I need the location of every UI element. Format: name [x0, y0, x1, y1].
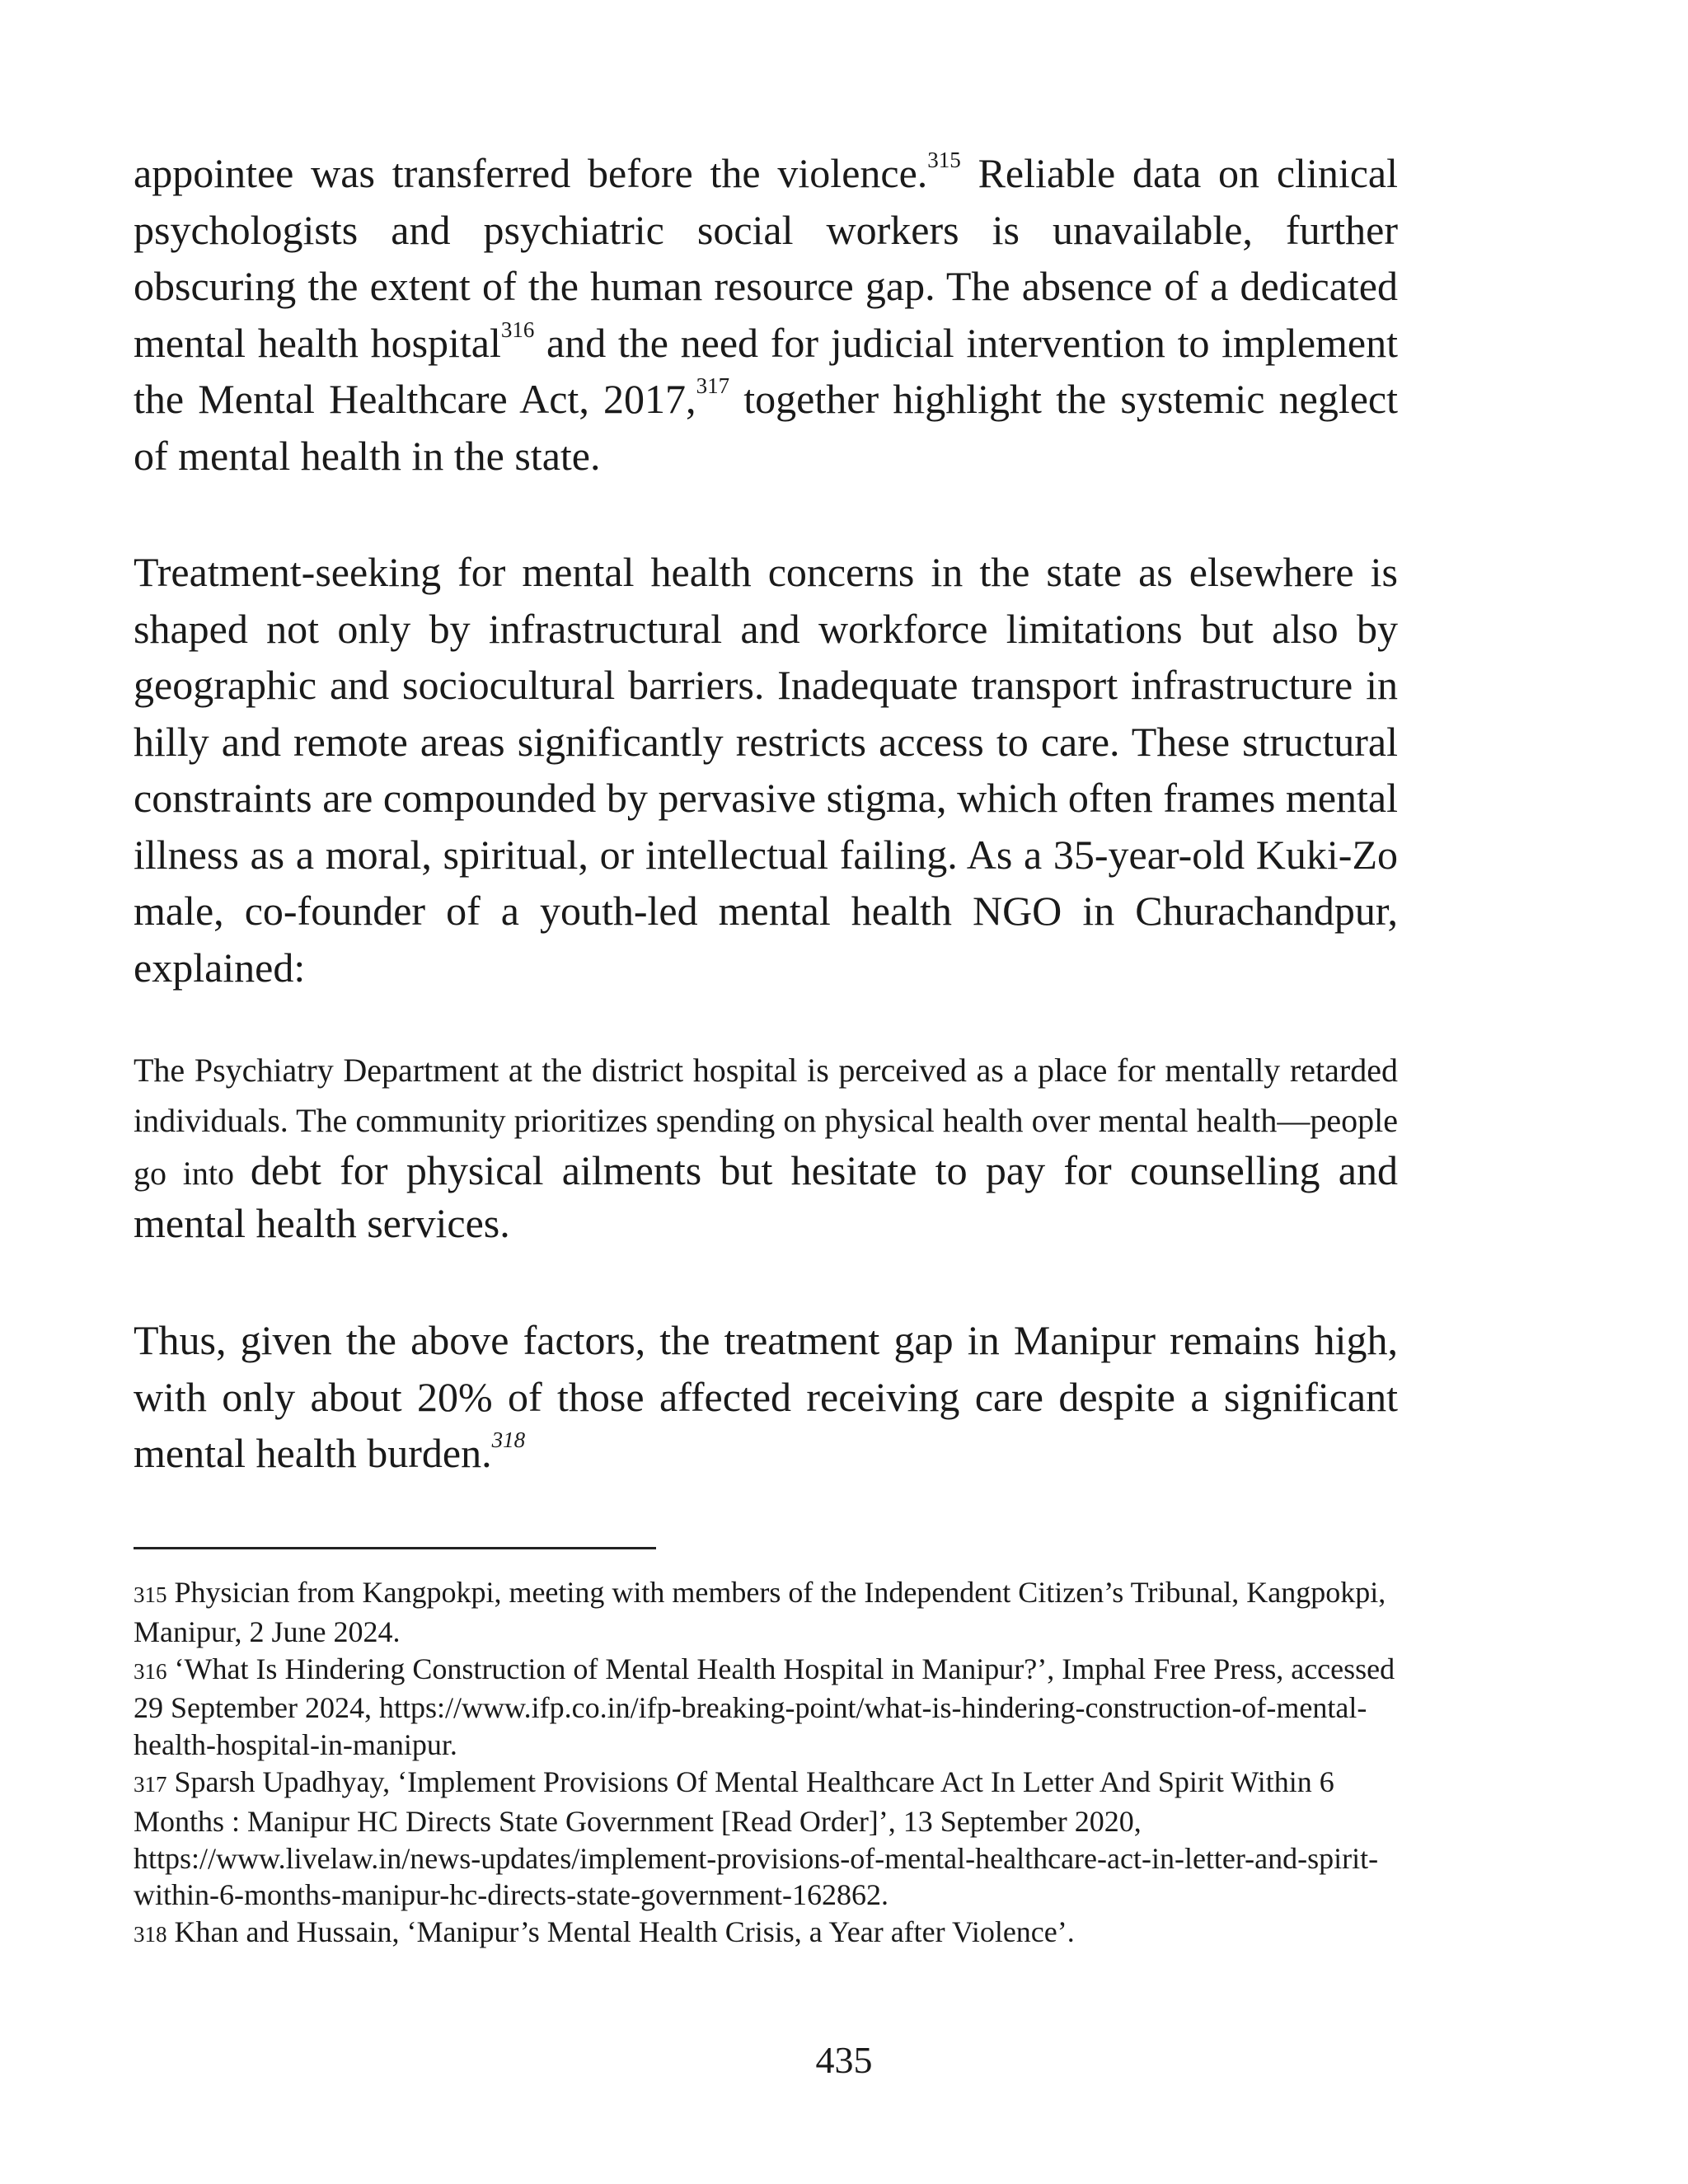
footnote-text: ‘What Is Hindering Construction of Mental Health Hospital in Manipur?’, Imphal Free Press, accessed 29 September 2024, https://www.ifp.co.in/ifp-breaking-point/what-is-hindering-construction-of-mental-health-hospital-in-manipur. — [134, 1652, 1395, 1762]
footnote-317 — [134, 1764, 1419, 1914]
footnote-number: 317 — [134, 1771, 167, 1797]
quote-text-continued: debt for physical ailments but hesitate to pay for counselling and mental health services. — [134, 1147, 1398, 1246]
footnote-reference[interactable]: 315 — [927, 148, 961, 172]
body-paragraph-3 — [134, 1312, 1398, 1482]
paragraph-text: and the need for judicial intervention to implement the Mental Healthcare Act, 2017, — [134, 319, 1398, 422]
paragraph-text: Thus, given the above factors, the treatment gap in Manipur remains high, with only about 20% of those affected receiving care despite a significant mental health burden. — [134, 1317, 1398, 1476]
footnote-318 — [134, 1914, 1419, 1953]
footnote-315 — [134, 1574, 1419, 1651]
footnote-text: Khan and Hussain, ‘Manipur’s Mental Health Crisis, a Year after Violence’. — [174, 1915, 1075, 1949]
paragraph-text: Reliable data on clinical psychologists and psychiatric social workers is unavailable, further obscuring the extent of the human resource gap. The absence of a dedicated mental health hospital — [134, 150, 1398, 366]
footnote-reference[interactable]: 318 — [491, 1427, 526, 1452]
footnote-text: Sparsh Upadhyay, ‘Implement Provisions Of Mental Healthcare Act In Letter And Spirit Within 6 Months : Manipur HC Directs State Government [Read Order]’, 13 September 2020, https://www.livelaw.in/news-updates/implement-provisions-of-mental-healthcare-act-in-letter-and-spirit-within-6-months-manipur-hc-directs-state-government-162862. — [134, 1765, 1379, 1912]
footnote-316 — [134, 1651, 1419, 1764]
footnote-number: 318 — [134, 1922, 167, 1947]
footnote-reference[interactable]: 317 — [696, 373, 730, 398]
paragraph-text: appointee was transferred before the violence. — [134, 150, 928, 196]
footnote-text: Physician from Kangpokpi, meeting with members of the Independent Citizen’s Tribunal, Kangpokpi, Manipur, 2 June 2024. — [134, 1576, 1386, 1648]
body-paragraph-2: Treatment-seeking for mental health concerns in the state as elsewhere is shaped not only by infrastructural and workforce limitations but also by geographic and sociocultural barriers. Inadequate transport infrastructure in hilly and remote areas significantly restricts access to care. These structural constraints are compounded by pervasive stigma, which often frames mental illness as a moral, spiritual, or intellectual failing. As a 35-year-old Kuki-Zo male, co-founder of a youth-led mental health NGO in Churachandpur, explained: — [134, 549, 1398, 991]
footnote-separator — [134, 1547, 656, 1549]
paragraph-text: together highlight the systemic neglect of mental health in the state. — [134, 376, 1398, 479]
footnotes-section — [134, 1574, 1419, 1953]
page-number: 435 — [815, 2039, 873, 2081]
block-quote — [134, 1045, 1398, 1249]
body-paragraph-1 — [134, 145, 1398, 484]
quote-text: The Psychiatry Department at the district hospital is perceived as a place for mentally retarded individuals. The community prioritizes spending on physical health over mental health—people go into — [134, 1052, 1398, 1192]
footnote-number: 316 — [134, 1658, 167, 1684]
footnote-reference[interactable]: 316 — [500, 316, 535, 342]
footnote-number: 315 — [134, 1582, 167, 1607]
